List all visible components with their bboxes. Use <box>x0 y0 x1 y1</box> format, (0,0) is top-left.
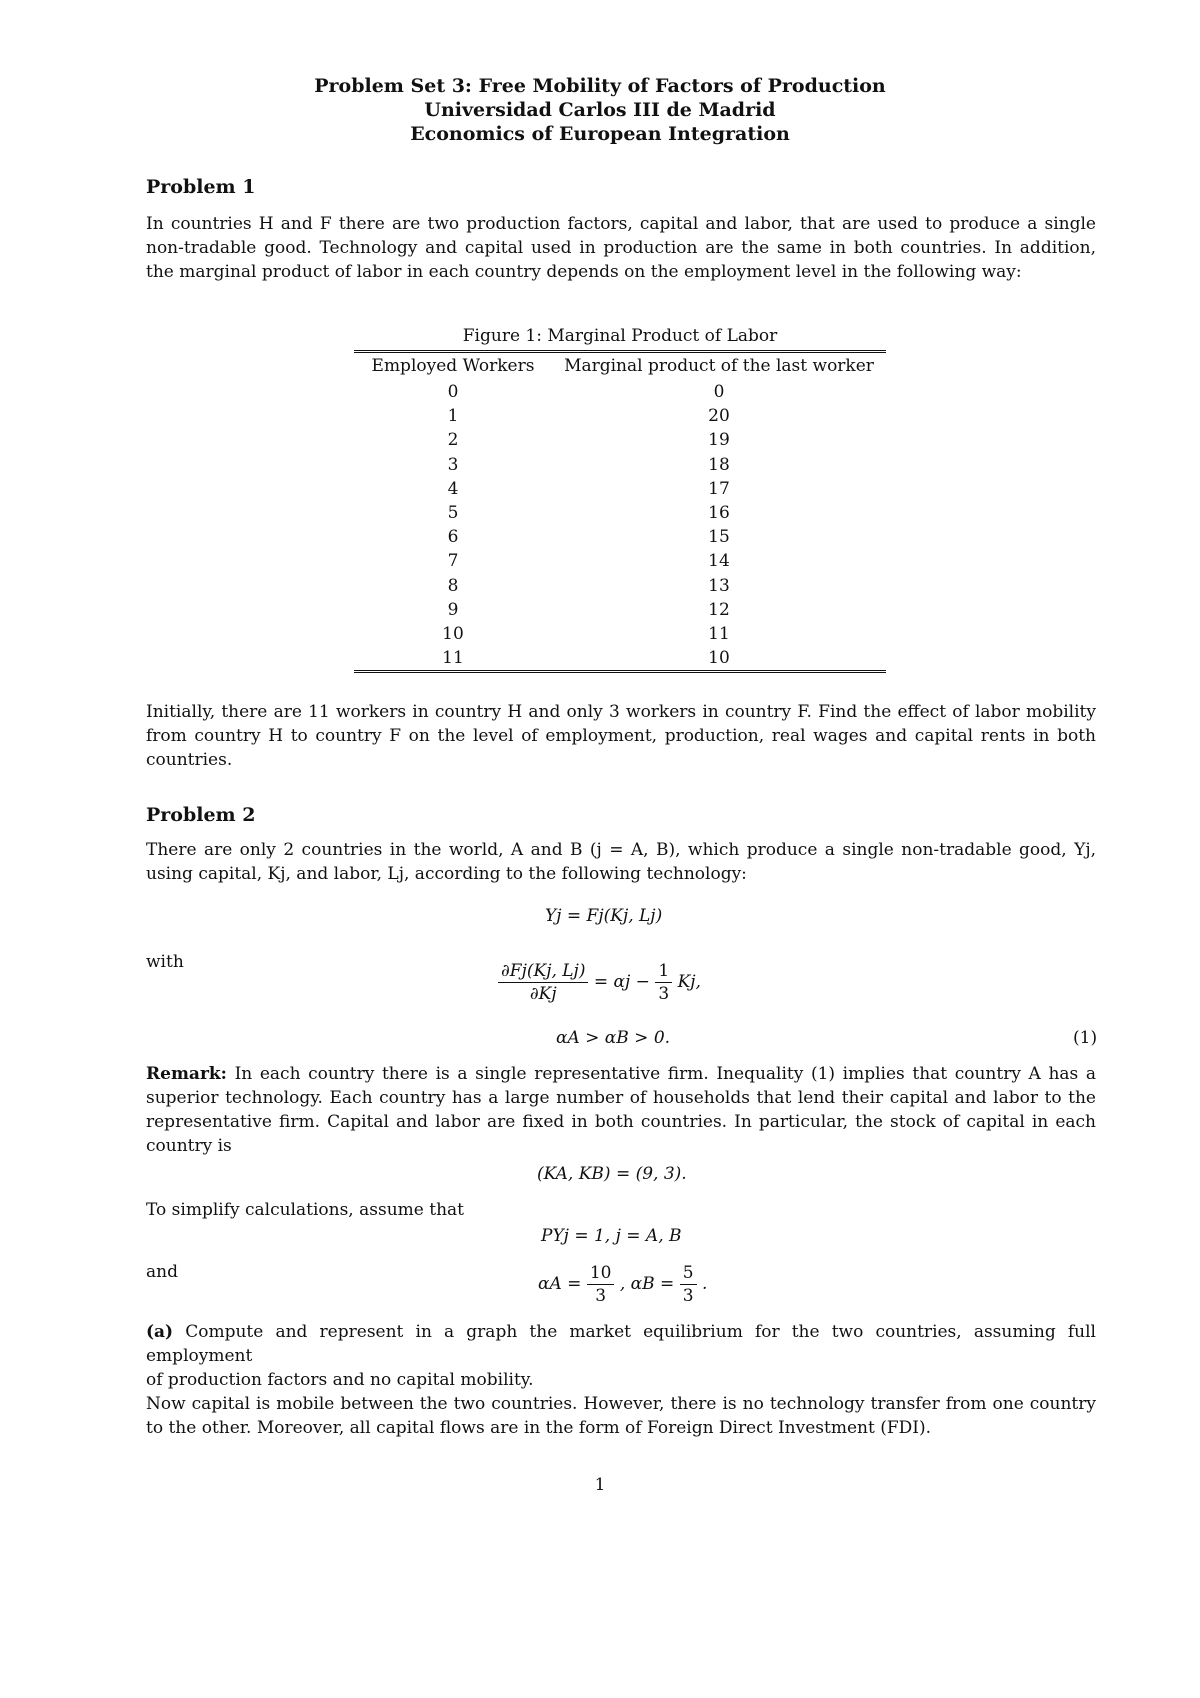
table-row <box>354 549 886 573</box>
text-line: Now capital is mobile between the two countries. However, there is no technology transfer from one country <box>146 1394 1096 1414</box>
one-third-fraction <box>655 960 672 1005</box>
capital-stock-equation: (KA, KB) = (9, 3). <box>537 1164 687 1184</box>
workers-cell: 5 <box>447 503 459 524</box>
table-row <box>354 428 886 452</box>
marginal-product-cell: 20 <box>708 406 730 427</box>
alpha-a-fraction <box>587 1262 615 1307</box>
workers-cell: 0 <box>447 382 459 402</box>
table-row <box>354 380 886 404</box>
table-row <box>354 453 886 477</box>
problem1-heading: Problem 1 <box>146 176 256 198</box>
text-line: countries. <box>146 750 233 770</box>
fraction-denominator: 3 <box>682 1286 694 1306</box>
workers-cell: 2 <box>447 430 459 451</box>
document-header <box>0 74 1200 146</box>
text-line: from country H to country F on the level of employment, production, real wages and capital rents in both <box>146 726 1096 746</box>
text-line: In countries H and F there are two production factors, capital and labor, that are used to produce a single <box>146 214 1096 234</box>
problem2-heading: Problem 2 <box>146 804 256 826</box>
simplify-text: To simplify calculations, assume that <box>146 1200 464 1220</box>
text-line: using capital, Kj, and labor, Lj, according to the following technology: <box>146 864 747 884</box>
table-row <box>354 646 886 672</box>
marginal-product-table <box>354 350 886 673</box>
table-row <box>354 622 886 646</box>
document-title: Problem Set 3: Free Mobility of Factors of Production <box>314 75 886 97</box>
inequality-equation: αA > αB > 0. <box>556 1028 671 1048</box>
page-number: 1 <box>594 1475 606 1495</box>
part-a-label: (a) <box>146 1322 174 1342</box>
marginal-product-cell: 13 <box>708 575 730 596</box>
workers-cell: 4 <box>447 478 459 499</box>
table-row <box>354 477 886 501</box>
fraction-numerator: 1 <box>655 960 672 983</box>
derivative-rhs-suffix: Kj, <box>677 972 701 992</box>
course-name: Economics of European Integration <box>410 123 790 145</box>
text-line: the marginal product of labor in each country depends on the employment level in the following way: <box>146 262 1022 282</box>
alpha-b-label: , αB = <box>619 1274 675 1294</box>
derivative-denominator: ∂Kj <box>529 984 557 1004</box>
text-line <box>146 1320 1096 1368</box>
fraction-numerator: 10 <box>587 1262 615 1285</box>
alpha-b-fraction <box>680 1262 697 1307</box>
workers-cell: 6 <box>447 527 459 548</box>
alpha-values-equation <box>538 1262 707 1307</box>
table-row <box>354 574 886 598</box>
marginal-product-cell: 0 <box>713 382 725 402</box>
table-row <box>354 501 886 525</box>
text-line: There are only 2 countries in the world, A and B (j = A, B), which produce a single non-tradable good, Yj, <box>146 840 1096 860</box>
equation-number: (1) <box>1073 1028 1098 1048</box>
marginal-product-cell: 18 <box>708 454 730 475</box>
university-name: Universidad Carlos III de Madrid <box>424 99 776 121</box>
alpha-a-label: αA = <box>538 1274 582 1294</box>
remark-label: Remark: <box>146 1064 227 1084</box>
workers-cell: 8 <box>447 575 459 596</box>
fraction-denominator: 3 <box>595 1286 607 1306</box>
workers-cell: 1 <box>447 406 459 427</box>
marginal-product-cell: 10 <box>708 648 730 669</box>
table-row <box>354 525 886 549</box>
text-line: Initially, there are 11 workers in country H and only 3 workers in country F. Find the effect of labor mobility <box>146 702 1096 722</box>
part-a-paragraph <box>146 1320 1096 1440</box>
fraction-denominator: 3 <box>658 984 670 1004</box>
problem1-question <box>146 700 1096 772</box>
marginal-product-cell: 11 <box>708 624 730 645</box>
marginal-product-cell: 19 <box>708 430 730 451</box>
derivative-numerator: ∂Fj(Kj, Lj) <box>498 960 588 983</box>
text-line: non-tradable good. Technology and capital used in production are the same in both countries. In addition, <box>146 238 1096 258</box>
derivative-rhs-prefix: = αj − <box>593 972 650 992</box>
part-a-text: Compute and represent in a graph the market equilibrium for the two countries, assuming full employment <box>146 1322 1096 1366</box>
table-header-marginal-product: Marginal product of the last worker <box>564 356 874 376</box>
period: . <box>701 1274 708 1294</box>
workers-cell: 3 <box>447 454 459 475</box>
text-line: superior technology. Each country has a large number of households that lend their capital and labor to the <box>146 1088 1096 1108</box>
workers-cell: 7 <box>447 551 459 572</box>
workers-cell: 9 <box>447 599 459 620</box>
marginal-product-cell: 15 <box>708 527 730 548</box>
price-equation: PYj = 1, j = A, B <box>541 1226 682 1246</box>
remark-text: In each country there is a single representative firm. Inequality (1) implies that country A has a <box>226 1064 1096 1084</box>
figure-caption: Figure 1: Marginal Product of Labor <box>462 326 778 346</box>
marginal-product-cell: 12 <box>708 599 730 620</box>
text-line: country is <box>146 1136 232 1156</box>
with-label: with <box>146 952 184 972</box>
production-equation: Yj = Fj(Kj, Lj) <box>545 906 663 926</box>
derivative-equation <box>498 960 701 1005</box>
text-line <box>146 1062 1096 1086</box>
workers-cell: 11 <box>442 648 464 669</box>
marginal-product-cell: 16 <box>708 503 730 524</box>
remark-paragraph <box>146 1062 1096 1158</box>
text-line: to the other. Moreover, all capital flows are in the form of Foreign Direct Investment (FDI). <box>146 1418 931 1438</box>
table-header-workers: Employed Workers <box>371 356 535 376</box>
table-row <box>354 404 886 428</box>
and-label: and <box>146 1262 178 1282</box>
problem2-intro <box>146 838 1096 886</box>
problem1-intro <box>146 212 1096 284</box>
text-line: representative firm. Capital and labor are fixed in both countries. In particular, the stock of capital in each <box>146 1112 1096 1132</box>
fraction-numerator: 5 <box>680 1262 697 1285</box>
marginal-product-cell: 14 <box>708 551 730 572</box>
derivative-fraction <box>498 960 588 1005</box>
marginal-product-cell: 17 <box>708 478 730 499</box>
text-line: of production factors and no capital mobility. <box>146 1370 534 1390</box>
table-row <box>354 598 886 622</box>
workers-cell: 10 <box>442 624 464 645</box>
